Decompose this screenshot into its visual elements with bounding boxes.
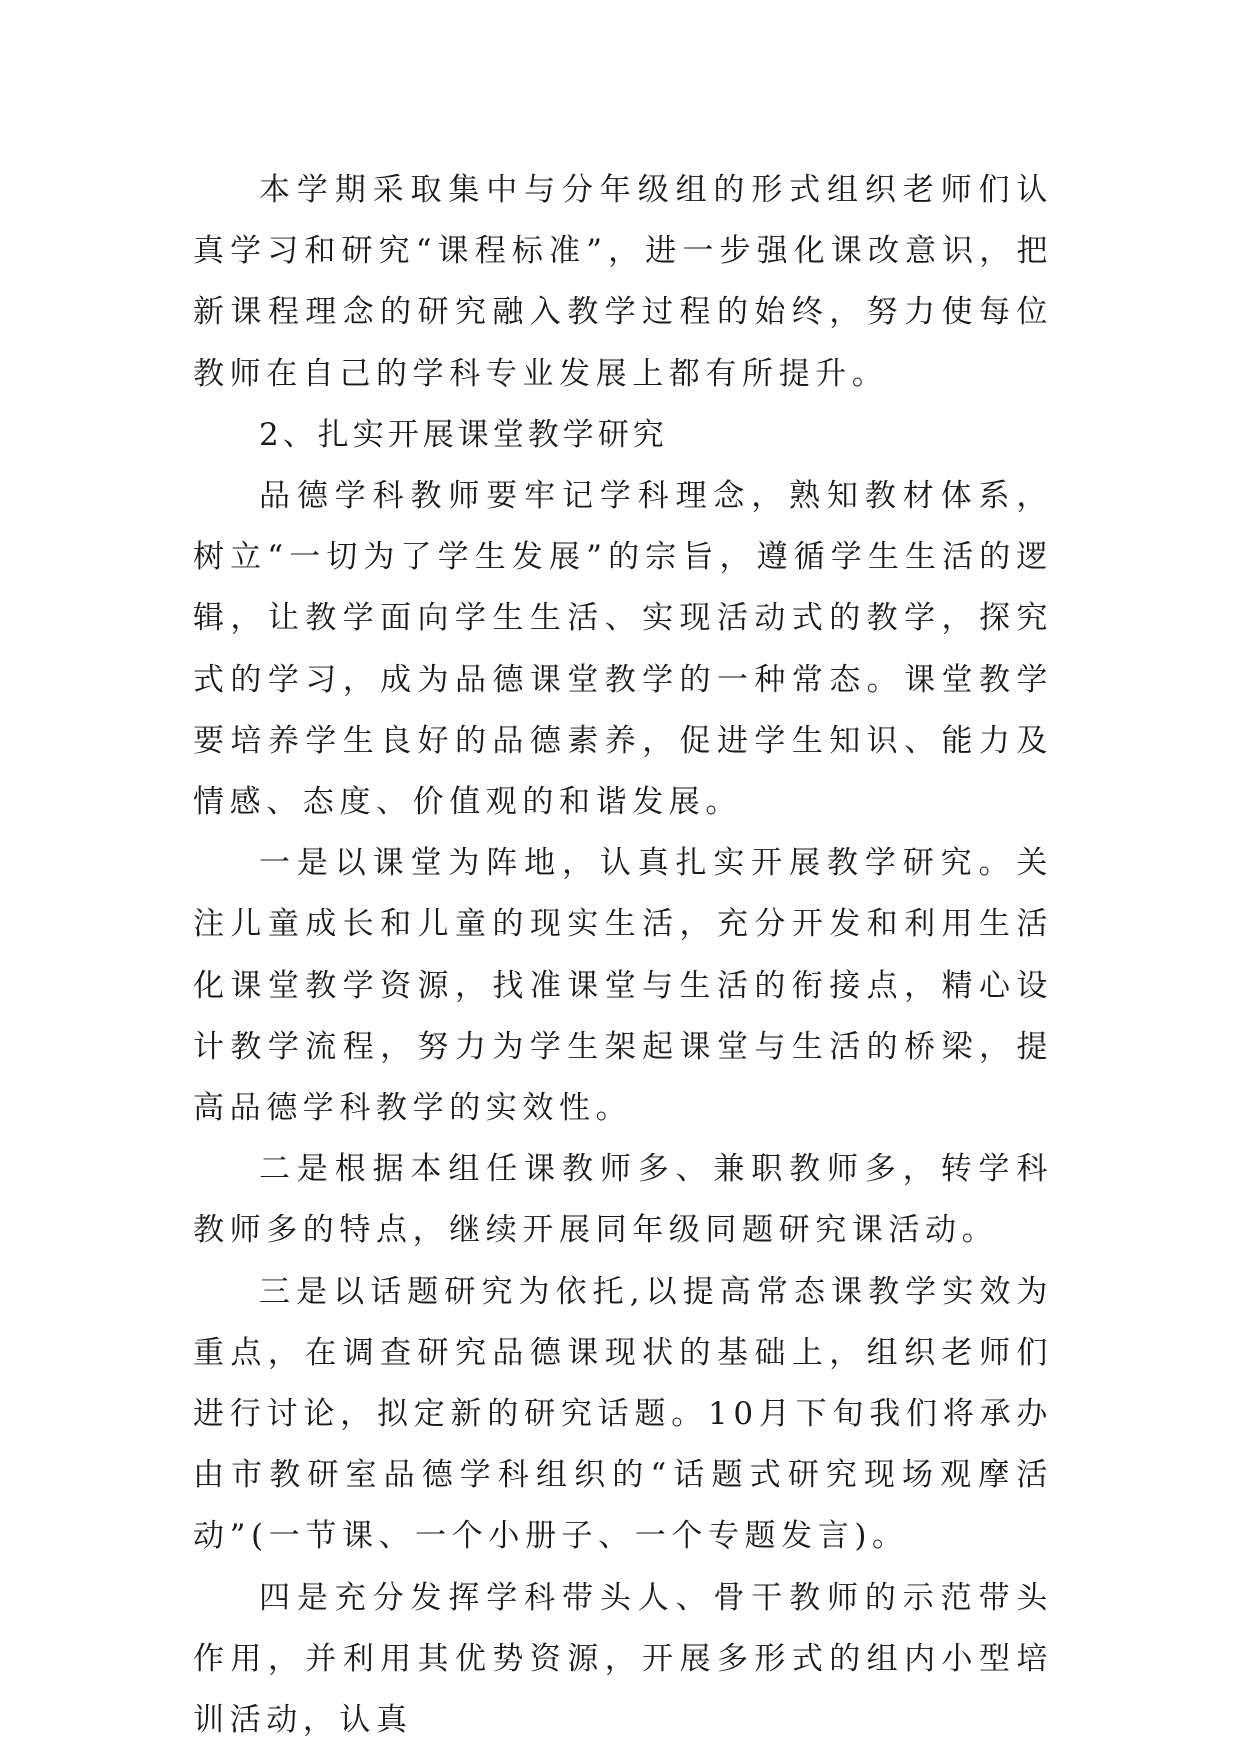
paragraph-point-four: 四是充分发挥学科带头人、骨干教师的示范带头作用，并利用其优势资源，开展多形式的组内小型培训活动，认真 <box>193 1579 1053 1739</box>
paragraph-study-curriculum: 本学期采取集中与分年级组的形式组织老师们认真学习和研究“课程标准”，进一步强化课改意识，把新课程理念的研究融入教学过程的始终，努力使每位教师在自己的学科专业发展上都有所提升。 <box>193 172 1053 392</box>
document-body <box>193 160 1053 1751</box>
paragraph-point-one: 一是以课堂为阵地，认真扎实开展教学研究。关注儿童成长和儿童的现实生活，充分开发和利用生活化课堂教学资源，找准课堂与生活的衔接点，精心设计教学流程，努力为学生架起课堂与生活的桥梁，提高品德学科教学的实效性。 <box>193 845 1053 1127</box>
paragraph-point-two: 二是根据本组任课教师多、兼职教师多，转学科教师多的特点，继续开展同年级同题研究课活动。 <box>193 1151 1053 1249</box>
paragraph-teaching-philosophy: 品德学科教师要牢记学科理念，熟知教材体系，树立“一切为了学生发展”的宗旨，遵循学生生活的逻辑，让教学面向学生生活、实现活动式的教学，探究式的学习，成为品德课堂教学的一种常态。课堂教学要培养学生良好的品德素养，促进学生知识、能力及情感、态度、价值观的和谐发展。 <box>193 478 1053 821</box>
section-heading-classroom-research: 2、扎实开展课堂教学研究 <box>259 416 668 453</box>
paragraph-point-three: 三是以话题研究为依托,以提高常态课教学实效为重点，在调查研究品德课现状的基础上，组织老师们进行讨论，拟定新的研究话题。10月下旬我们将承办由市教研室品德学科组织的“话题式研究现场观摩活动”(一节课、一个小册子、一个专题发言)。 <box>193 1273 1053 1555</box>
